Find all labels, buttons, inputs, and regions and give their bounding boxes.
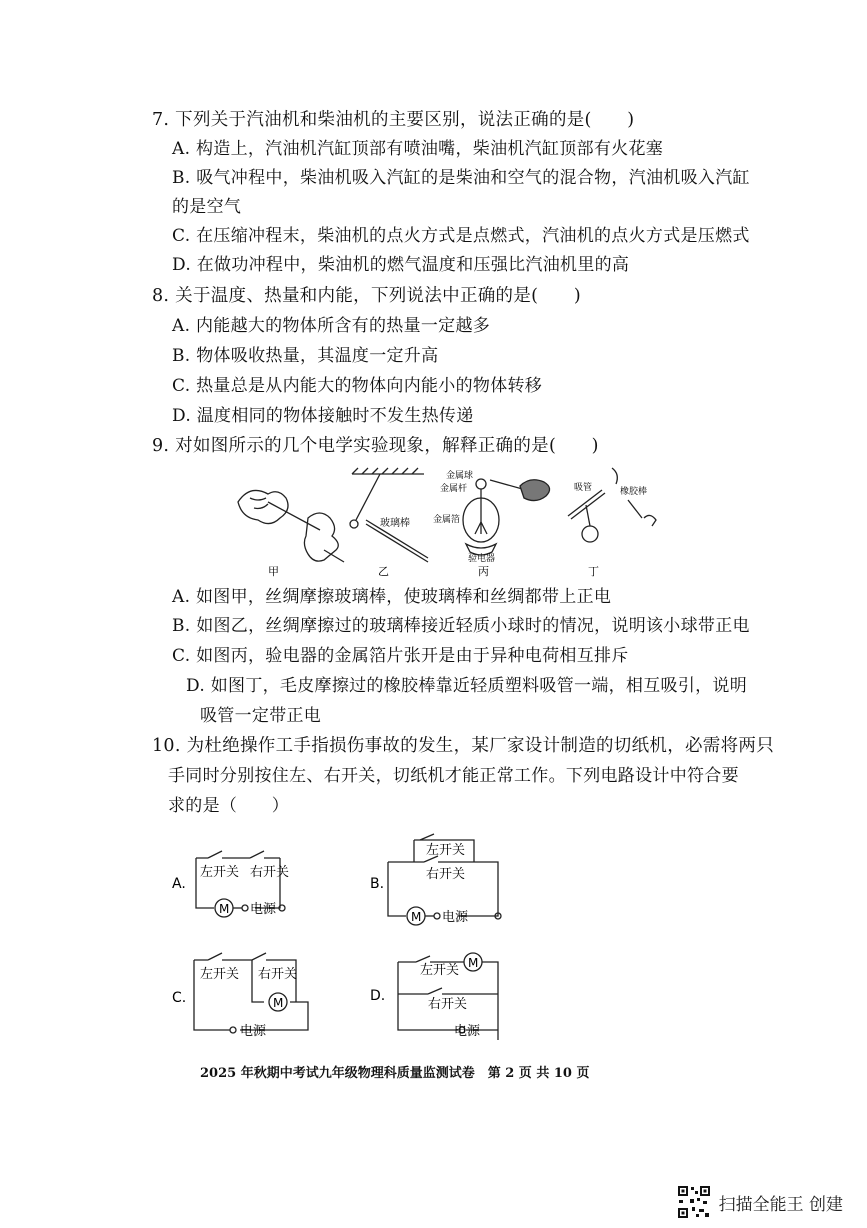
circuit-c-power: 电源	[240, 1024, 267, 1039]
circuit-d-left-switch: 左开关	[420, 963, 460, 978]
q9-option-d-line2: 吸管一定带正电	[200, 706, 322, 726]
label-metal-foil: 金属箔	[433, 515, 461, 525]
circuit-d-motor: M	[468, 956, 479, 970]
q9-option-d-line1: D. 如图丁，毛皮摩擦过的橡胶棒靠近轻质塑料吸管一端，相互吸引，说明	[186, 676, 748, 696]
circuit-c-left-switch: 左开关	[200, 967, 240, 982]
page-footer: 2025 年秋期中考试九年级物理科质量监测试卷 第 2 页 共 10 页	[200, 1066, 590, 1081]
label-metal-ball: 金属球	[446, 471, 474, 481]
q7-stem: 7. 下列关于汽油机和柴油机的主要区别，说法正确的是( )	[152, 110, 635, 130]
circuit-c-label: C.	[172, 990, 187, 1006]
label-electroscope: 验电器	[468, 554, 496, 564]
q9-stem: 9. 对如图所示的几个电学实验现象，解释正确的是( )	[152, 436, 599, 456]
qr-code-icon	[677, 1185, 711, 1219]
figure-jia	[238, 490, 344, 562]
q10-stem-line2: 手同时分别按住左、右开关，切纸机才能正常工作。下列电路设计中符合要	[168, 766, 739, 786]
q8-option-d: D. 温度相同的物体接触时不发生热传递	[172, 406, 474, 426]
figure-ding	[568, 468, 656, 542]
label-metal-rod: 金属杆	[440, 484, 468, 494]
q8-option-b: B. 物体吸收热量，其温度一定升高	[172, 346, 439, 366]
q7-option-b-line2: 的是空气	[172, 197, 242, 217]
label-glass-rod: 玻璃棒	[380, 518, 410, 529]
label-jia: 甲	[268, 565, 279, 578]
q8-stem: 8. 关于温度、热量和内能，下列说法中正确的是( )	[152, 286, 582, 306]
circuit-a-right-switch: 右开关	[250, 865, 290, 880]
q7-option-d: D. 在做功冲程中，柴油机的燃气温度和压强比汽油机里的高	[172, 255, 630, 275]
circuit-d-right-switch: 右开关	[428, 997, 468, 1012]
q8-option-a: A. 内能越大的物体所含有的热量一定越多	[172, 316, 491, 336]
circuit-b-motor: M	[411, 910, 422, 924]
circuit-c-right-switch: 右开关	[258, 967, 298, 982]
label-rubber-rod: 橡胶棒	[620, 487, 648, 497]
label-ding: 丁	[588, 565, 599, 578]
figure-bing	[463, 479, 550, 555]
q10-stem-line1: 10. 为杜绝操作工手指损伤事故的发生，某厂家设计制造的切纸机，必需将两只	[152, 736, 774, 756]
circuit-b-label: B.	[370, 876, 385, 892]
circuit-c-motor: M	[273, 996, 284, 1010]
q7-option-b-line1: B. 吸气冲程中，柴油机吸入汽缸的是柴油和空气的混合物，汽油机吸入汽缸	[172, 168, 750, 188]
q9-option-c: C. 如图丙，验电器的金属箔片张开是由于异种电荷相互排斥	[172, 646, 629, 666]
circuit-b-power: 电源	[442, 910, 469, 925]
circuit-d-label: D.	[370, 988, 386, 1004]
q8-option-c: C. 热量总是从内能大的物体向内能小的物体转移	[172, 376, 543, 396]
circuit-a-left-switch: 左开关	[200, 865, 240, 880]
q9-figure	[228, 462, 668, 580]
circuit-a	[170, 846, 320, 918]
circuit-a-power: 电源	[250, 902, 277, 917]
figure-yi	[350, 468, 428, 562]
label-bing: 丙	[478, 565, 489, 578]
q7-option-c: C. 在压缩冲程末，柴油机的点火方式是点燃式，汽油机的点火方式是压燃式	[172, 226, 750, 246]
circuit-c	[170, 948, 320, 1040]
q9-option-b: B. 如图乙，丝绸摩擦过的玻璃棒接近轻质小球时的情况，说明该小球带正电	[172, 616, 750, 636]
circuit-b	[368, 832, 508, 928]
q10-stem-line3: 求的是（ ）	[168, 796, 290, 816]
circuit-a-motor: M	[219, 902, 230, 916]
label-yi: 乙	[378, 565, 389, 578]
circuit-d-power: 电源	[454, 1024, 481, 1039]
scanner-watermark	[677, 1185, 843, 1219]
q7-option-a: A. 构造上，汽油机汽缸顶部有喷油嘴，柴油机汽缸顶部有火花塞	[172, 139, 664, 159]
circuit-b-left-switch: 左开关	[426, 843, 466, 858]
q9-option-a: A. 如图甲，丝绸摩擦玻璃棒，使玻璃棒和丝绸都带上正电	[172, 587, 612, 607]
circuit-d	[368, 946, 518, 1040]
label-straw: 吸管	[574, 483, 593, 493]
circuit-b-right-switch: 右开关	[426, 867, 466, 882]
watermark-text: 扫描全能王 创建	[718, 1194, 843, 1215]
circuit-a-label: A.	[172, 876, 186, 892]
